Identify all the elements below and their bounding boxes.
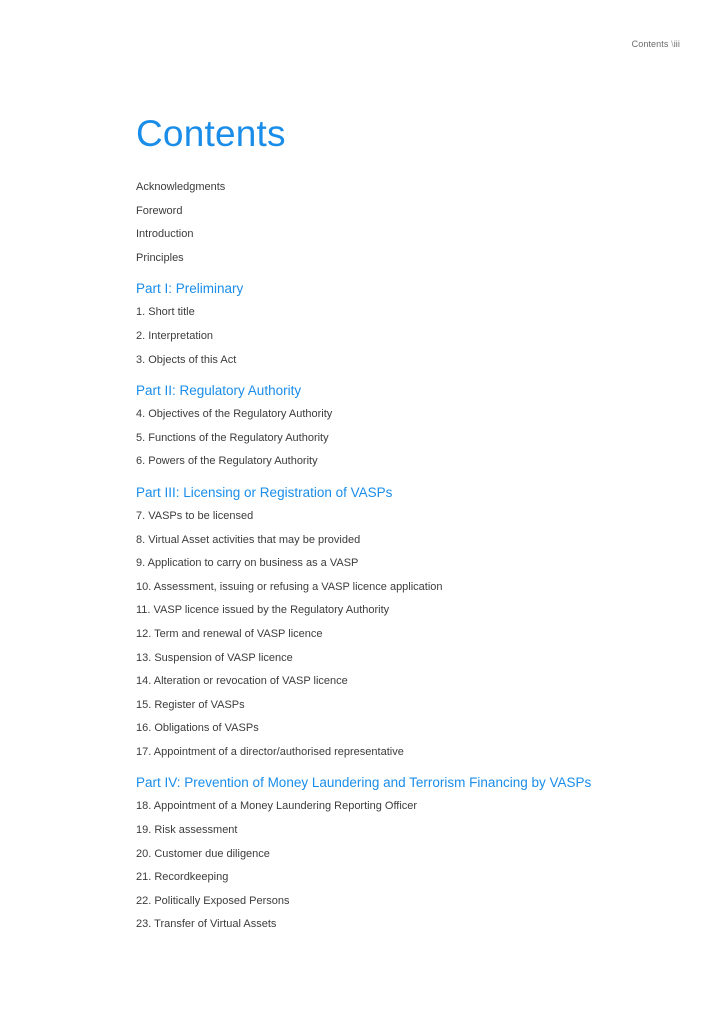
running-header [632,39,680,49]
part-3-section [136,481,696,765]
toc-item[interactable]: 17. Appointment of a director/authorised representative [136,745,404,758]
toc-item[interactable]: 21. Recordkeeping [136,871,229,884]
front-matter-list [136,176,696,270]
toc-item[interactable]: 4. Objectives of the Regulatory Authority [136,408,333,421]
toc-item[interactable]: 7. VASPs to be licensed [136,509,254,522]
toc-item[interactable]: 19. Risk assessment [136,824,238,837]
page-title: Contents [136,113,286,154]
toc-item[interactable]: 14. Alteration or revocation of VASP licence [136,675,348,688]
part-1-section [136,277,696,372]
toc-item[interactable]: 15. Register of VASPs [136,698,245,711]
toc-item[interactable]: 23. Transfer of Virtual Assets [136,918,277,931]
toc-item[interactable]: 12. Term and renewal of VASP licence [136,627,323,640]
header-page-number: iii [673,39,680,49]
header-separator: \ [671,39,674,49]
toc-item[interactable]: 8. Virtual Asset activities that may be provided [136,533,361,546]
table-of-contents [136,176,696,937]
toc-item-acknowledgments[interactable]: Acknowledgments [136,181,226,193]
toc-item[interactable]: 11. VASP licence issued by the Regulatory Authority [136,604,390,617]
toc-item[interactable]: 9. Application to carry on business as a VASP [136,557,359,570]
toc-item[interactable]: 22. Politically Exposed Persons [136,894,290,907]
toc-item-principles[interactable]: Principles [136,251,184,264]
part-3-heading[interactable]: Part III: Licensing or Registration of VASPs [136,484,393,500]
toc-item[interactable]: 2. Interpretation [136,329,214,342]
toc-item[interactable]: 13. Suspension of VASP licence [136,651,293,664]
toc-item[interactable]: 6. Powers of the Regulatory Authority [136,455,318,468]
part-2-heading[interactable]: Part II: Regulatory Authority [136,383,302,399]
toc-item-foreword[interactable]: Foreword [136,204,183,217]
toc-item[interactable]: 16. Obligations of VASPs [136,722,259,735]
part-1-heading[interactable]: Part I: Preliminary [136,281,244,297]
toc-item[interactable]: 20. Customer due diligence [136,847,270,860]
part-4-heading[interactable]: Part IV: Prevention of Money Laundering and Terrorism Financing by VASPs [136,775,592,791]
toc-item[interactable]: 5. Functions of the Regulatory Authority [136,431,329,444]
part-4-section [136,771,696,937]
part-2-section [136,379,696,474]
toc-item[interactable]: 1. Short title [136,306,195,319]
toc-item[interactable]: 18. Appointment of a Money Laundering Reporting Officer [136,800,418,813]
toc-item[interactable]: 10. Assessment, issuing or refusing a VASP licence application [136,580,443,593]
toc-item-introduction[interactable]: Introduction [136,228,194,241]
toc-item[interactable]: 3. Objects of this Act [136,353,237,366]
header-section-label: Contents [631,39,669,49]
